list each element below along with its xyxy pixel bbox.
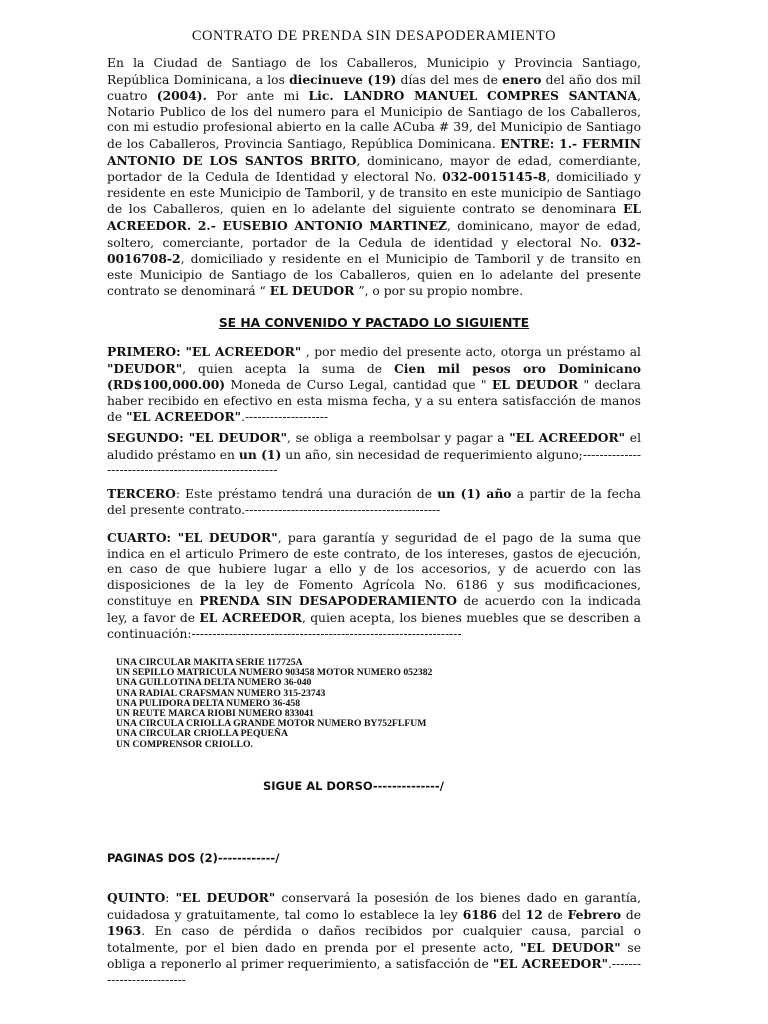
clause-primero: PRIMERO: "EL ACREEDOR" , por medio del presente acto, otorga un préstamo al "DEUDOR", quien acepta la suma de Cien mil pesos oro Dominicano (RD$100,000.00) Moneda de Curso Legal, cantidad que " EL DEUDOR " declara haber recibido en efectivo en esta misma fecha, y a su entera satisfacción de manos de "EL ACREEDOR".-------------------- (107, 344, 642, 425)
bold-run: PRIMERO: "EL ACREEDOR" (107, 344, 302, 359)
bold-run: PRENDA SIN DESAPODERAMIENTO (199, 593, 458, 609)
list-item: UN SEPILLO MATRICULA NUMERO 903458 MOTOR NUMERO 052382 (116, 667, 433, 679)
continued-overleaf-note: SIGUE AL DORSO--------------/ (263, 779, 444, 793)
clause-tercero: TERCERO: Este préstamo tendrá una duración de un (1) año a partir de la fecha del presente contrato.----------------------------------------------- (107, 486, 641, 517)
list-item: UN REUTE MARCA RIOBI NUMERO 833041 (116, 708, 314, 720)
bold-run: "EL ACREEDOR" (492, 956, 608, 972)
bold-run: 6186 (462, 906, 497, 922)
bold-run: EL DEUDOR (269, 283, 355, 299)
bold-run: ENTRE: 1.- FERMIN ANTONIO DE LOS SANTOS BRITO (107, 135, 641, 168)
list-item: UNA GUILLOTINA DELTA NUMERO 36-040 (116, 677, 312, 689)
bold-run: TERCERO (107, 486, 176, 501)
bold-run: 12 (525, 906, 543, 922)
bold-run: Cien mil pesos oro Dominicano (RD$100,000.00) (107, 360, 642, 393)
list-item: UNA PULIDORA DELTA NUMERO 36-458 (116, 697, 301, 709)
bold-run: un (1) año (437, 486, 512, 501)
bold-run: Lic. LANDRO MANUEL COMPRES SANTANA (308, 88, 638, 104)
clause-cuarto: CUARTO: "EL DEUDOR", para garantía y seguridad de el pago de la suma que indica en el articulo Primero de este contrato, de los intereses, gastos de ejecución, en caso de que hubiere lugar a ello y de los accesorios, y de acuerdo con las disposiciones de la ley de Fomento Agrícola No. 6186 y sus modificaciones, constituye en PRENDA SIN DESAPODERAMIENTO de acuerdo con la indicada ley, a favor de EL ACREEDOR, quien acepta, los bienes muebles que se describen a continuación:----------------------------------------------------------------- (107, 530, 642, 641)
bold-run: un (1) (238, 446, 282, 462)
bold-run: EL DEUDOR (491, 377, 579, 393)
section-heading: SE HA CONVENIDO Y PACTADO LO SIGUIENTE (218, 316, 530, 330)
bold-run: 1963 (107, 923, 142, 939)
bold-run: QUINTO (107, 890, 166, 905)
bold-run: diecinueve (19) (289, 71, 397, 87)
bold-run: "DEUDOR" (107, 360, 183, 376)
page-two-marker: PAGINAS DOS (2)------------/ (107, 851, 280, 865)
document-title: CONTRATO DE PRENDA SIN DESAPODERAMIENTO (191, 28, 557, 44)
bold-run: "EL ACREEDOR" (126, 409, 242, 425)
list-item: UNA CIRCULAR MAKITA SERIE 117725A (116, 657, 303, 668)
intro-paragraph: En la Ciudad de Santiago de los Caballeros, Municipio y Provincia Santiago, República Dominicana, a los diecinueve (19) días del mes de enero del año dos mil cuatro (2004). Por ante mi Lic. LANDRO MANUEL COMPRES SANTANA, Notario Publico de los del numero para el Municipio de Santiago de los Caballeros, con mi estudio profesional abierto en la calle ACuba # 39, del Municipio de Santiago de los Caballeros, Provincia Santiago, República Dominicana. ENTRE: 1.- FERMIN ANTONIO DE LOS SANTOS BRITO, dominicano, mayor de edad, comerdiante, portador de la Cedula de Identidad y electoral No. 032-0015145-8, domiciliado y residente en este Municipio de Tamboril, y de transito en este municipio de Santiago de los Caballeros, quien en lo adelante del siguiente contrato se denominara EL ACREEDOR. 2.- EUSEBIO ANTONIO MARTINEZ, dominicano, mayor de edad, soltero, comerciante, portador de la Cedula de identidad y electoral No. 032-0016708-2, domiciliado y residente en el Municipio de Tamboril y de transito en este Municipio de Santiago de los Caballeros, quien en lo adelante del presente contrato se denominará “ EL DEUDOR ”, o por su propio nombre. (107, 56, 641, 299)
bold-run: SEGUNDO: "EL DEUDOR" (107, 430, 287, 445)
list-item: UNA CIRCULA CRIOLLA GRANDE MOTOR NUMERO BY752FLFUM (116, 718, 427, 730)
bold-run: "EL DEUDOR" (520, 939, 621, 955)
clause-segundo: SEGUNDO: "EL DEUDOR", se obliga a reembolsar y pagar a "EL ACREEDOR" el aludido préstamo en un (1) un año, sin necesidad de requerimiento alguno;------------------------------------------------------- (107, 430, 642, 478)
clause-quinto: QUINTO: "EL DEUDOR" conservará la posesión de los bienes dado en garantía, cuidadosa y gratuitamente, tal como lo establece la ley 6186 del 12 de Febrero de 1963. En caso de pérdida o daños recibidos por cualquier causa, parcial o totalmente, por el bien dado en prenda por el presente acto, "EL DEUDOR" se obliga a reponerlo al primer requerimiento, a satisfacción de "EL ACREEDOR".-------------------------- (107, 890, 642, 987)
goods-list (116, 658, 432, 750)
list-item: UN COMPRENSOR CRIOLLO. (116, 738, 253, 750)
bold-run: EL ACREEDOR (199, 609, 302, 625)
bold-run: CUARTO: "EL DEUDOR" (107, 530, 278, 545)
bold-run: (2004). (156, 88, 207, 104)
list-item: UNA RADIAL CRAFSMAN NUMERO 315-23743 (116, 687, 326, 699)
list-item: UNA CIRCULAR CRIOLLA PEQUEÑA (116, 728, 288, 740)
bold-run: 032-0016708-2 (107, 234, 641, 267)
bold-run: "EL ACREEDOR" (509, 430, 626, 445)
bold-run: "EL DEUDOR" (175, 890, 276, 905)
bold-run: EL ACREEDOR. 2.- EUSEBIO ANTONIO MARTINEZ (107, 201, 641, 233)
bold-run: Febrero (567, 906, 622, 922)
bold-run: enero (502, 71, 542, 87)
bold-run: 032-0015145-8 (442, 169, 547, 185)
